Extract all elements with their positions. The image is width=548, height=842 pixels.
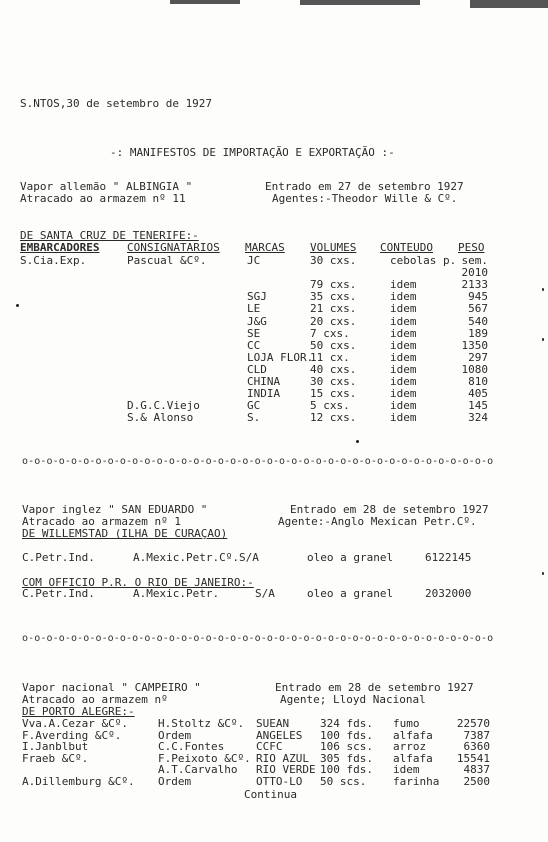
row-volumes: 30 cxs.: [310, 254, 357, 267]
row-volumes: 20 cxs.: [310, 315, 357, 328]
scan-speck: [356, 440, 359, 443]
row-mark: JC: [247, 254, 261, 267]
ship2-agents: Agente:-Anglo Mexican Petr.Cº.: [278, 515, 477, 528]
row-weight: 810: [468, 375, 488, 388]
row-content: idem: [390, 363, 417, 376]
row-weight: 324: [468, 411, 488, 424]
row-shipper: S.Cia.Exp.: [20, 254, 87, 267]
row-consignee: F.Peixoto &Cº.: [158, 752, 251, 765]
ship2-row2-weight: 2032000: [425, 587, 472, 600]
row-volumes: 79 cxs.: [310, 278, 357, 291]
ship2-row1-consignee: A.Mexic.Petr.Cº.S/A: [133, 551, 259, 564]
row-mark: CLD: [247, 363, 267, 376]
row-mark: SGJ: [247, 290, 267, 303]
row-consignee: A.T.Carvalho: [158, 763, 238, 776]
row-content: idem: [390, 278, 417, 291]
row-content: idem: [393, 763, 420, 776]
row-consignee: Pascual &Cº.: [127, 254, 207, 267]
row-content: idem: [390, 375, 417, 388]
row-volumes: 7 cxs.: [310, 327, 350, 340]
col-header-content: CONTEUDO: [380, 241, 433, 254]
row-volumes: 5 cxs.: [310, 399, 350, 412]
row-mark: RIO AZUL: [256, 752, 309, 765]
row-mark: CHINA: [247, 375, 281, 388]
ship3-berth: Atracado ao armazem nº: [22, 693, 168, 706]
ship2-row2-content: oleo a granel: [307, 587, 394, 600]
row-consignee: S.& Alonso: [127, 411, 194, 424]
row-weight: 145: [468, 399, 488, 412]
row-weight: 15541: [456, 752, 490, 765]
ship2-row2-consignee: A.Mexic.Petr.: [133, 587, 220, 600]
row-mark: CCFC: [256, 740, 283, 753]
row-content: idem: [390, 327, 417, 340]
row-content: idem: [390, 411, 417, 424]
row-volumes: 324 fds.: [320, 717, 373, 730]
row-shipper: F.Averding &Cº.: [22, 729, 122, 742]
ship2-port2: COM OFFICIO P.R. O RIO DE JANEIRO:-: [22, 576, 254, 589]
row-volumes: 35 cxs.: [310, 290, 357, 303]
row-weight: 1080: [461, 363, 488, 376]
document-title: -: MANIFESTOS DE IMPORTAÇÃO E EXPORTAÇÃO :-: [110, 146, 395, 159]
scan-edge-artifact: [300, 0, 420, 5]
ship3-arrival: Entrado em 28 de setembro 1927: [275, 681, 474, 694]
ship2-row1-weight: 6122145: [425, 551, 472, 564]
row-weight: 2133: [461, 278, 488, 291]
row-content: farinha: [393, 775, 440, 788]
scan-speck: [542, 572, 544, 575]
row-volumes: 12 cxs.: [310, 411, 357, 424]
row-mark: INDIA: [247, 387, 281, 400]
ship2-row2-mark: S/A: [255, 587, 275, 600]
row-volumes: 30 cxs.: [310, 375, 357, 388]
row-consignee: Ordem: [158, 775, 192, 788]
scan-edge-artifact: [170, 0, 240, 4]
col-header-shippers: EMBARCADORES: [20, 241, 100, 254]
city-date: S.NTOS,30 de setembro de 1927: [20, 97, 213, 110]
row-shipper: Vva.A.Cezar &Cº.: [22, 717, 128, 730]
row-content: idem: [390, 302, 417, 315]
row-shipper: A.Dillemburg &Cº.: [22, 775, 135, 788]
row-volumes: 305 fds.: [320, 752, 373, 765]
row-mark: ANGELES: [256, 729, 303, 742]
row-weight: 297: [468, 351, 488, 364]
ship3-port: DE PORTO ALEGRE:-: [22, 705, 135, 718]
row-volumes: 100 fds.: [320, 729, 373, 742]
row-mark: S.: [247, 411, 261, 424]
row-content: idem: [390, 351, 417, 364]
row-weight: 2500: [463, 775, 490, 788]
scan-speck: [542, 288, 544, 291]
row-volumes: 21 cxs.: [310, 302, 357, 315]
ship1-port: DE SANTA CRUZ DE TENERIFE:-: [20, 229, 199, 242]
row-mark: GC: [247, 399, 261, 412]
row-content: idem: [390, 315, 417, 328]
row-volumes: 15 cxs.: [310, 387, 357, 400]
row-volumes: 100 fds.: [320, 763, 373, 776]
row-content: arroz: [393, 740, 427, 753]
row-weight: 567: [468, 302, 488, 315]
row-weight: 4837: [463, 763, 490, 776]
separator-line: o-o-o-o-o-o-o-o-o-o-o-o-o-o-o-o-o-o-o-o-o-o-o-o-o-o-o-o-o-o-o-o-o-o-o-o-o-o-o: [22, 633, 494, 644]
ship2-berth: Atracado ao armazem nº 1: [22, 515, 181, 528]
row-mark: SUEAN: [256, 717, 290, 730]
row-volumes: 50 cxs.: [310, 339, 357, 352]
row-content: alfafa: [393, 752, 433, 765]
row-weight: sem.: [461, 254, 488, 267]
row-content: idem: [390, 387, 417, 400]
separator-line: o-o-o-o-o-o-o-o-o-o-o-o-o-o-o-o-o-o-o-o-o-o-o-o-o-o-o-o-o-o-o-o-o-o-o-o-o-o-o: [22, 456, 494, 467]
row-weight: 2010: [461, 266, 488, 279]
col-header-marks: MARCAS: [245, 241, 285, 254]
col-header-weight: PESO: [458, 241, 485, 254]
row-consignee: C.C.Fontes: [158, 740, 225, 753]
ship2-arrival: Entrado em 28 de setembro 1927: [290, 503, 489, 516]
scan-edge-artifact: [470, 0, 548, 8]
row-weight: 6360: [463, 740, 490, 753]
ship3-vessel: Vapor nacional " CAMPEIRO ": [22, 681, 201, 694]
row-weight: 945: [468, 290, 488, 303]
ship2-vessel: Vapor inglez " SAN EDUARDO ": [22, 503, 208, 516]
row-mark: OTTO-LO: [256, 775, 303, 788]
ship1-agents: Agentes:-Theodor Wille & Cº.: [272, 192, 458, 205]
ship2-row1-content: oleo a granel: [307, 551, 394, 564]
row-content: fumo: [393, 717, 420, 730]
row-weight: 7387: [463, 729, 490, 742]
ship1-berth: Atracado ao armazem nº 11: [20, 192, 186, 205]
row-consignee: H.Stoltz &Cº.: [158, 717, 245, 730]
row-volumes: 106 scs.: [320, 740, 373, 753]
row-volumes: 11 cx.: [310, 351, 350, 364]
ship2-row1-shipper: C.Petr.Ind.: [22, 551, 95, 564]
row-volumes: 50 scs.: [320, 775, 367, 788]
row-content: cebolas p.: [390, 254, 457, 267]
row-mark: LE: [247, 302, 261, 315]
row-weight: 189: [468, 327, 488, 340]
row-volumes: 40 cxs.: [310, 363, 357, 376]
continua-label: Continua: [244, 788, 297, 801]
scan-speck: [16, 304, 19, 307]
col-header-consignees: CONSIGNATARIOS: [127, 241, 220, 254]
row-mark: SE: [247, 327, 261, 340]
col-header-volumes: VOLUMES: [310, 241, 357, 254]
row-shipper: Fraeb &Cº.: [22, 752, 89, 765]
row-content: idem: [390, 399, 417, 412]
ship1-vessel: Vapor allemão " ALBINGIA ": [20, 180, 193, 193]
row-content: idem: [390, 290, 417, 303]
ship2-port: DE WILLEMSTAD (ILHA DE CURAÇAO): [22, 527, 228, 540]
row-mark: RIO VERDE: [256, 763, 316, 776]
row-mark: LOJA FLOR.: [247, 351, 314, 364]
scan-speck: [542, 338, 544, 341]
row-content: idem: [390, 339, 417, 352]
ship2-row2-shipper: C.Petr.Ind.: [22, 587, 95, 600]
row-consignee: Ordem: [158, 729, 192, 742]
ship1-arrival: Entrado em 27 de setembro 1927: [265, 180, 464, 193]
row-weight: 405: [468, 387, 488, 400]
row-weight: 540: [468, 315, 488, 328]
row-weight: 22570: [456, 717, 490, 730]
row-content: alfafa: [393, 729, 433, 742]
row-consignee: D.G.C.Viejo: [127, 399, 200, 412]
row-shipper: I.Janblbut: [22, 740, 89, 753]
row-weight: 1350: [461, 339, 488, 352]
ship3-agents: Agente; Lloyd Nacional: [280, 693, 426, 706]
row-mark: CC: [247, 339, 261, 352]
row-mark: J&G: [247, 315, 267, 328]
